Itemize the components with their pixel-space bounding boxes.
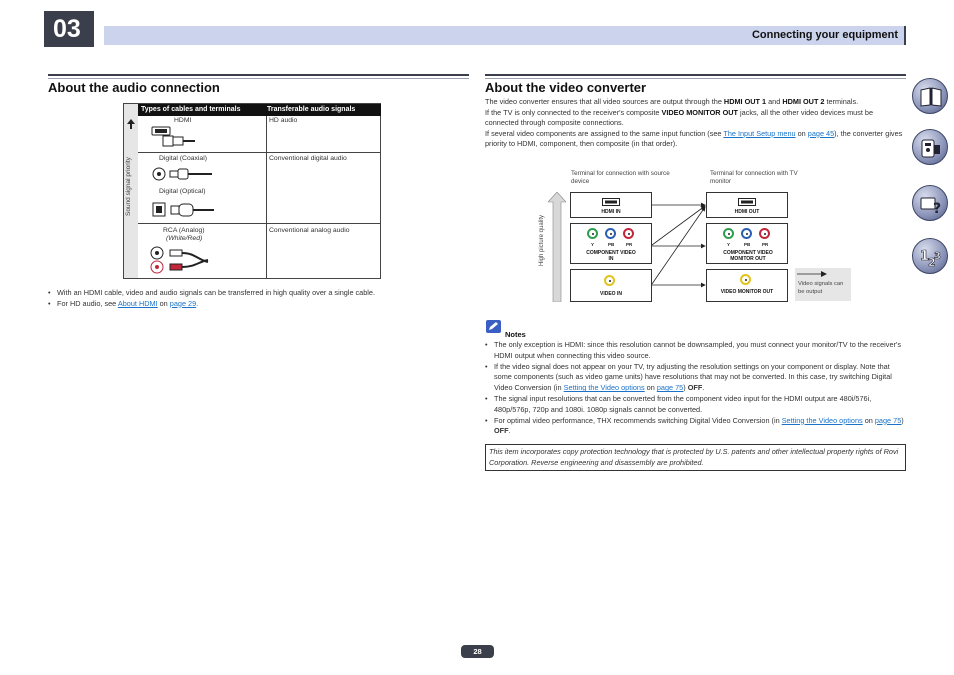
tv-terminal-label: Terminal for connection with TV monitor	[710, 170, 798, 185]
video-rule-thin	[485, 78, 906, 79]
hdmi-port-icon	[602, 198, 620, 206]
video-paragraphs	[485, 97, 905, 150]
legend-box	[795, 268, 851, 301]
bullet2-post: .	[196, 298, 199, 308]
remote-icon	[919, 136, 943, 160]
header-title: Connecting your equipment	[751, 29, 898, 41]
audio-rule-thin	[48, 78, 469, 79]
audio-rule	[48, 74, 469, 76]
video-out-box	[706, 269, 788, 302]
note2-post: .	[702, 383, 705, 393]
header-tick	[904, 26, 906, 45]
table-header-types: Types of cables and terminals	[141, 106, 241, 113]
video-options-link[interactable]: Setting the Video options	[781, 415, 863, 425]
optical-cable-icon	[152, 201, 214, 219]
row-rca-subtype: (White/Red)	[166, 235, 203, 242]
side-button-index[interactable]	[912, 238, 948, 274]
note2-bold: OFF	[687, 383, 703, 393]
legend-arrow-icon	[797, 271, 827, 277]
video-options-link[interactable]: Setting the Video options	[563, 383, 645, 393]
row-coaxial-signal: Conventional digital audio	[269, 155, 347, 162]
p1-bold-2: HDMI OUT 2	[782, 97, 825, 106]
source-terminal-label: Terminal for connection with source device	[571, 170, 670, 185]
note2-text: If the video signal does not appear on your TV, try adjusting the resolution settings on your component or display. Note that some components (such as video game units) have resolutions that may not be converted. In this case, try switching Digital Video Conversion (in	[494, 361, 892, 393]
copyright-notice: This item incorporates copy protection technology that is protected by U.S. patents and other intellectual property rights of Rovi Corporation. Reverse engineering and disassembly are prohibited.	[485, 444, 906, 471]
p2-post: jacks, all the other video devices must be connected through composite connections.	[485, 107, 874, 128]
audio-bullet-2	[48, 299, 375, 310]
note-4	[485, 416, 905, 438]
audio-section-title: About the audio connection	[48, 80, 220, 95]
page-45-link[interactable]: page 45	[807, 128, 835, 138]
y-jack-icon	[587, 228, 598, 239]
p1-post: terminals.	[824, 97, 859, 106]
help-icon	[919, 192, 943, 216]
note4-text: For optimal video performance, THX recommends switching Digital Video Conversion (in	[494, 415, 782, 425]
row-hdmi-signal: HD audio	[269, 117, 298, 124]
input-setup-link[interactable]: The Input Setup menu	[723, 128, 796, 138]
note4-bold: OFF	[494, 426, 509, 436]
pb-label: PB	[744, 242, 751, 247]
svg-text:3: 3	[934, 251, 941, 262]
video-para-2	[485, 108, 905, 129]
notes-title: Notes	[505, 330, 526, 339]
hdmi-out-label: HDMI OUT	[734, 209, 760, 215]
p2-text: If the TV is only connected to the receiver's composite	[485, 107, 662, 117]
p1-bold-1: HDMI OUT 1	[723, 97, 767, 106]
video-in-label: VIDEO IN	[600, 291, 622, 297]
index-icon	[919, 245, 943, 269]
side-button-remote[interactable]	[912, 129, 948, 165]
pr-label: PR	[762, 242, 769, 247]
y-label: Y	[591, 242, 595, 247]
component-out-label: COMPONENT VIDEO MONITOR OUT	[723, 250, 773, 262]
bullet2-text: For HD audio, see	[57, 298, 118, 308]
coaxial-cable-icon	[152, 166, 212, 182]
y-jack-icon	[723, 228, 734, 239]
note2-mid2: )	[683, 383, 688, 393]
p3-mid: on	[795, 128, 808, 138]
priority-column	[124, 104, 138, 278]
svg-text:1: 1	[920, 249, 930, 264]
component-in-box	[570, 223, 652, 264]
rca-cable-icon	[150, 246, 212, 274]
quality-arrow-icon	[548, 192, 566, 302]
note-1: • The only exception is HDMI: since this resolution cannot be downsampled, you must connect your monitor/TV to the receiver's HDMI output when connecting this video source.	[485, 340, 905, 362]
audio-bullets	[48, 288, 375, 309]
video-out-label: VIDEO MONITOR OUT	[720, 289, 774, 295]
signal-arrows	[652, 196, 708, 292]
svg-text:?: ?	[933, 201, 942, 216]
p3-post: ), the converter gives priority to HDMI, component, then composite (in that order).	[485, 128, 903, 149]
note4-mid: on	[862, 415, 875, 425]
picture-quality-label: High picture quality	[539, 214, 545, 266]
side-button-book[interactable]	[912, 78, 948, 114]
video-rule	[485, 74, 906, 76]
notes-list	[485, 340, 905, 437]
hdmi-out-box	[706, 192, 788, 218]
page-75-link[interactable]: page 75	[874, 415, 902, 425]
video-para-1	[485, 97, 905, 108]
notes-pencil-icon	[486, 320, 501, 333]
table-row-divider	[138, 223, 381, 224]
note4-mid2: )	[901, 415, 904, 425]
svg-text:2: 2	[928, 256, 936, 269]
about-hdmi-link[interactable]: About HDMI	[117, 298, 158, 308]
header-bar	[104, 26, 906, 45]
note2-mid: on	[644, 383, 657, 393]
p3-text: If several video components are assigned to the same input function (see	[485, 128, 724, 138]
video-para-3	[485, 129, 905, 150]
pr-jack-icon	[623, 228, 634, 239]
hdmi-cable-icon	[151, 126, 195, 148]
video-jack-icon	[604, 275, 615, 286]
hdmi-in-box	[570, 192, 652, 218]
page-29-link[interactable]: page 29	[169, 298, 197, 308]
pb-jack-icon	[605, 228, 616, 239]
p1-mid: and	[766, 97, 783, 106]
pb-jack-icon	[741, 228, 752, 239]
audio-cable-table	[123, 103, 381, 279]
hdmi-port-icon	[738, 198, 756, 206]
page-number: 28	[461, 645, 494, 658]
pr-label: PR	[626, 242, 633, 247]
table-header	[138, 104, 381, 116]
table-header-signals: Transferable audio signals	[267, 106, 356, 113]
video-section-title: About the video converter	[485, 80, 647, 95]
arrow-up-icon	[127, 119, 135, 129]
legend-text: Video signals can be output	[798, 281, 844, 295]
component-out-box	[706, 223, 788, 264]
row-rca-type: RCA (Analog)	[163, 227, 205, 234]
side-button-help[interactable]	[912, 185, 948, 221]
video-in-box	[570, 269, 652, 302]
chapter-number: 03	[44, 11, 94, 47]
pb-label: PB	[608, 242, 615, 247]
table-row-divider	[138, 152, 381, 153]
table-col-divider	[266, 116, 267, 278]
y-label: Y	[727, 242, 731, 247]
note4-post: .	[508, 426, 511, 436]
p1-text: The video converter ensures that all video sources are output through the	[485, 97, 724, 106]
pr-jack-icon	[759, 228, 770, 239]
page-75-link[interactable]: page 75	[656, 383, 684, 393]
row-hdmi-type: HDMI	[174, 117, 192, 124]
p2-bold: VIDEO MONITOR OUT	[661, 107, 738, 117]
bullet2-mid: on	[157, 298, 170, 308]
book-icon	[919, 85, 943, 109]
component-in-label: COMPONENT VIDEO IN	[586, 250, 636, 262]
row-rca-signal: Conventional analog audio	[269, 227, 350, 234]
note-3: • The signal input resolutions that can be converted from the component video input for the HDMI output are 480i/576i, 480p/576p, 720p and 1080i. 1080p signals cannot be converted.	[485, 394, 905, 416]
note-2	[485, 362, 905, 394]
video-jack-icon	[740, 274, 751, 285]
row-coaxial-type: Digital (Coaxial)	[159, 155, 207, 162]
priority-label: Sound signal priority	[125, 157, 132, 216]
hdmi-in-label: HDMI IN	[601, 209, 621, 215]
audio-bullet-1: • With an HDMI cable, video and audio signals can be transferred in high quality over a single cable.	[48, 288, 375, 299]
row-optical-type: Digital (Optical)	[159, 188, 206, 195]
